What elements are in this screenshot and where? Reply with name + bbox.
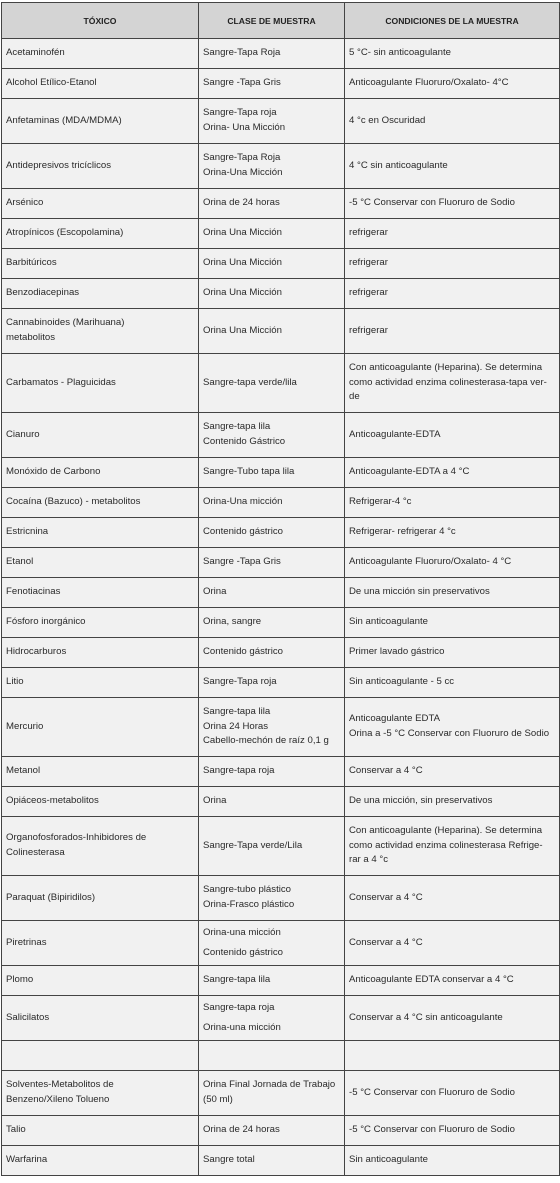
table-row [2,578,560,608]
cell-toxico: Solventes-Metabolitos de Benzeno/Xileno Tolueno [2,1071,199,1116]
cell-condiciones: Con anticoagulante (Heparina). Se determina como actividad enzima colinesterasa Refrige- rar a 4 °c [345,817,560,876]
table-row [2,1071,560,1116]
cell-clase-line: Orina-una micción [203,1021,281,1033]
cell-toxico: Fósforo inorgánico [2,608,199,638]
cell-condiciones: De una micción, sin preservativos [345,787,560,817]
table-row [2,817,560,876]
cell-toxico: Acetaminofén [2,39,199,69]
cell-clase [199,996,345,1041]
cell-condiciones: Conservar a 4 °C sin anticoagulante [345,996,560,1041]
header-clase-muestra: CLASE DE MUESTRA [199,3,345,39]
cell-condiciones: Anticoagulante-EDTA [345,413,560,458]
cell-condiciones: Anticoagulante Fluoruro/Oxalato- 4 °C [345,548,560,578]
cell-condiciones: -5 °C Conservar con Fluoruro de Sodio [345,1116,560,1146]
cell-condiciones: 4 °c en Oscuridad [345,99,560,144]
cell-condiciones: -5 °C Conservar con Fluoruro de Sodio [345,1071,560,1116]
cell-clase: Orina Una Micción [199,249,345,279]
cell-clase: Sangre-Tapa roja [199,668,345,698]
cell-clase: Sangre -Tapa Gris [199,548,345,578]
cell-condiciones: Con anticoagulante (Heparina). Se determina como actividad enzima colinesterasa-tapa ver- de [345,354,560,413]
table-row [2,99,560,144]
table-row [2,39,560,69]
cell-clase: Orina de 24 horas [199,189,345,219]
cell-toxico: Litio [2,668,199,698]
cell-toxico: Carbamatos - Plaguicidas [2,354,199,413]
table-row [2,69,560,99]
header-condiciones-muestra: CONDICIONES DE LA MUESTRA [345,3,560,39]
cell-toxico: Organofosforados-Inhibidores de Colinesterasa [2,817,199,876]
cell-toxico: Anfetaminas (MDA/MDMA) [2,99,199,144]
table-row [2,921,560,966]
table-row [2,787,560,817]
cell-condiciones: Anticoagulante-EDTA a 4 °C [345,458,560,488]
cell-toxico: Plomo [2,966,199,996]
cell-condiciones: Refrigerar-4 °c [345,488,560,518]
table-row [2,996,560,1041]
cell-clase: Orina [199,578,345,608]
cell-condiciones: refrigerar [345,219,560,249]
cell-toxico: Mercurio [2,698,199,757]
cell-clase: Sangre -Tapa Gris [199,69,345,99]
cell-clase: Sangre-Tubo tapa lila [199,458,345,488]
cell-clase-line: Sangre-tapa roja [203,1001,275,1013]
cell-clase: Sangre-tapa roja [199,757,345,787]
cell-toxico: Salicilatos [2,996,199,1041]
cell-clase: Orina, sangre [199,608,345,638]
cell-clase: Sangre-tapa lila [199,966,345,996]
cell-clase: Sangre-Tapa roja Orina- Una Micción [199,99,345,144]
table-row [2,548,560,578]
table-row [2,698,560,757]
table-row [2,757,560,787]
cell-condiciones: De una micción sin preservativos [345,578,560,608]
table-row [2,518,560,548]
table-row [2,1116,560,1146]
cell-toxico: Barbitúricos [2,249,199,279]
cell-clase: Sangre total [199,1146,345,1176]
cell-condiciones: Conservar a 4 °C [345,757,560,787]
cell-clase: Sangre-tapa lila Orina 24 Horas Cabello-mechón de raíz 0,1 g [199,698,345,757]
cell-clase: Sangre-Tapa verde/Lila [199,817,345,876]
table-row [2,413,560,458]
table-header-row [2,3,560,39]
cell-clase: Sangre-tubo plástico Orina-Frasco plástico [199,876,345,921]
cell-condiciones: Anticoagulante Fluoruro/Oxalato- 4°C [345,69,560,99]
table-row [2,668,560,698]
cell-condiciones: Anticoagulante EDTA Orina a -5 °C Conservar con Fluoruro de Sodio [345,698,560,757]
cell-clase: Orina Una Micción [199,309,345,354]
cell-toxico: Fenotiacinas [2,578,199,608]
cell-clase-line: Contenido gástrico [203,946,283,958]
cell-toxico: Hidrocarburos [2,638,199,668]
cell-toxico: Monóxido de Carbono [2,458,199,488]
table-row [2,279,560,309]
table-row [2,354,560,413]
cell-toxico [2,1041,199,1071]
table-row [2,608,560,638]
cell-condiciones: -5 °C Conservar con Fluoruro de Sodio [345,189,560,219]
cell-toxico: Talio [2,1116,199,1146]
cell-toxico: Atropínicos (Escopolamina) [2,219,199,249]
cell-toxico: Arsénico [2,189,199,219]
cell-clase: Orina de 24 horas [199,1116,345,1146]
cell-toxico: Cianuro [2,413,199,458]
cell-toxico: Etanol [2,548,199,578]
cell-clase: Contenido gástrico [199,518,345,548]
cell-toxico: Estricnina [2,518,199,548]
cell-clase: Orina-Una micción [199,488,345,518]
cell-clase-line: Orina-una micción [203,926,281,938]
cell-clase: Orina Una Micción [199,219,345,249]
cell-condiciones: Sin anticoagulante [345,608,560,638]
cell-clase: Sangre-Tapa Roja Orina-Una Micción [199,144,345,189]
header-toxico: TÓXICO [2,3,199,39]
table-row [2,876,560,921]
cell-condiciones: 4 °C sin anticoagulante [345,144,560,189]
cell-toxico: Benzodiacepinas [2,279,199,309]
cell-toxico: Metanol [2,757,199,787]
cell-condiciones: 5 °C- sin anticoagulante [345,39,560,69]
table-row [2,488,560,518]
table-row [2,144,560,189]
cell-clase [199,1041,345,1071]
cell-toxico: Paraquat (Bipiridilos) [2,876,199,921]
cell-condiciones: refrigerar [345,309,560,354]
table-row-empty [2,1041,560,1071]
cell-condiciones: refrigerar [345,249,560,279]
cell-clase [199,921,345,966]
cell-condiciones: refrigerar [345,279,560,309]
table-row [2,219,560,249]
cell-clase: Sangre-tapa verde/lila [199,354,345,413]
table-row [2,1146,560,1176]
table-row [2,966,560,996]
cell-toxico: Warfarina [2,1146,199,1176]
cell-toxico: Antidepresivos tricíclicos [2,144,199,189]
cell-toxico: Cannabinoides (Marihuana) metabolitos [2,309,199,354]
cell-clase: Orina Final Jornada de Trabajo (50 ml) [199,1071,345,1116]
table-row [2,309,560,354]
cell-condiciones: Primer lavado gástrico [345,638,560,668]
cell-toxico: Cocaína (Bazuco) - metabolitos [2,488,199,518]
table-row [2,458,560,488]
table-row [2,189,560,219]
cell-toxico: Piretrinas [2,921,199,966]
cell-clase: Sangre-tapa lila Contenido Gástrico [199,413,345,458]
cell-toxico: Alcohol Etílico-Etanol [2,69,199,99]
cell-condiciones: Anticoagulante EDTA conservar a 4 °C [345,966,560,996]
cell-clase: Contenido gástrico [199,638,345,668]
cell-condiciones: Sin anticoagulante [345,1146,560,1176]
cell-condiciones: Refrigerar- refrigerar 4 °c [345,518,560,548]
cell-clase: Orina Una Micción [199,279,345,309]
cell-condiciones: Sin anticoagulante - 5 cc [345,668,560,698]
cell-clase: Sangre-Tapa Roja [199,39,345,69]
cell-clase: Orina [199,787,345,817]
cell-condiciones: Conservar a 4 °C [345,921,560,966]
cell-toxico: Opiáceos-metabolitos [2,787,199,817]
table-row [2,638,560,668]
table-row [2,249,560,279]
cell-condiciones [345,1041,560,1071]
cell-condiciones: Conservar a 4 °C [345,876,560,921]
toxicology-table [1,2,560,1176]
